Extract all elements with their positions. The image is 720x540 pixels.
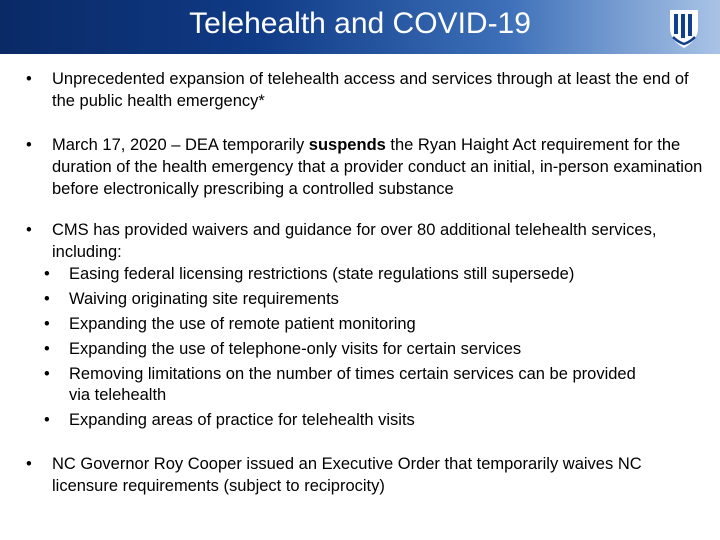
- sub-bullet-item: [26, 339, 706, 364]
- sub-bullet-text: Removing limitations on the number of times certain services can be provided via telehealth: [69, 365, 636, 404]
- sub-bullet-dot: •: [44, 340, 50, 358]
- sub-bullet-item: [26, 314, 706, 339]
- bullet-text-emphasis: suspends: [308, 136, 386, 154]
- bullet-dot: •: [26, 221, 32, 239]
- bullet-text-pre: March 17, 2020 – DEA temporarily: [52, 136, 309, 154]
- sub-bullet-dot: •: [44, 411, 50, 429]
- sub-bullet-dot: •: [44, 315, 50, 333]
- bullet-text: Unprecedented expansion of telehealth access and services through at least the end of the public health emergency*: [52, 70, 689, 110]
- bullet-dot: •: [26, 455, 32, 473]
- bullet-text: CMS has provided waivers and guidance for over 80 additional telehealth services, including:: [52, 221, 657, 261]
- sub-bullet-dot: •: [44, 290, 50, 308]
- sub-bullet-item: [26, 289, 706, 314]
- bullet-item: [26, 453, 706, 497]
- bullet-text: NC Governor Roy Cooper issued an Executive Order that temporarily waives NC licensure requirements (subject to reciprocity): [52, 455, 642, 495]
- bullet-item: [26, 68, 706, 112]
- bullet-list: [26, 68, 706, 497]
- bullet-dot: •: [26, 70, 32, 88]
- sub-bullet-text: Easing federal licensing restrictions (state regulations still supersede): [69, 265, 575, 283]
- sub-bullet-text: Expanding the use of telephone-only visits for certain services: [69, 340, 522, 358]
- sub-bullet-dot: •: [44, 365, 50, 383]
- bullet-text-post: the Ryan Haight Act requirement for the duration of the health emergency that a provider conduct an initial, in-person examination before electronically prescribing a controlled substance: [52, 136, 703, 198]
- sub-bullet-item: [26, 264, 706, 289]
- bullet-item: [26, 219, 706, 263]
- slide-title: Telehealth and COVID-19: [189, 7, 531, 40]
- bullet-dot: •: [26, 136, 32, 154]
- title-bar: [0, 0, 720, 54]
- sub-bullet-text: Waiving originating site requirements: [69, 290, 339, 308]
- bullet-item: [26, 134, 706, 200]
- sub-bullet-item: [26, 410, 706, 435]
- sub-bullet-dot: •: [44, 265, 50, 283]
- sub-bullet-item: [26, 364, 639, 410]
- sub-bullet-list: [26, 264, 706, 435]
- duke-logo-icon: [664, 6, 704, 50]
- sub-bullet-text: Expanding the use of remote patient monitoring: [69, 315, 416, 333]
- sub-bullet-text: Expanding areas of practice for telehealth visits: [69, 411, 415, 429]
